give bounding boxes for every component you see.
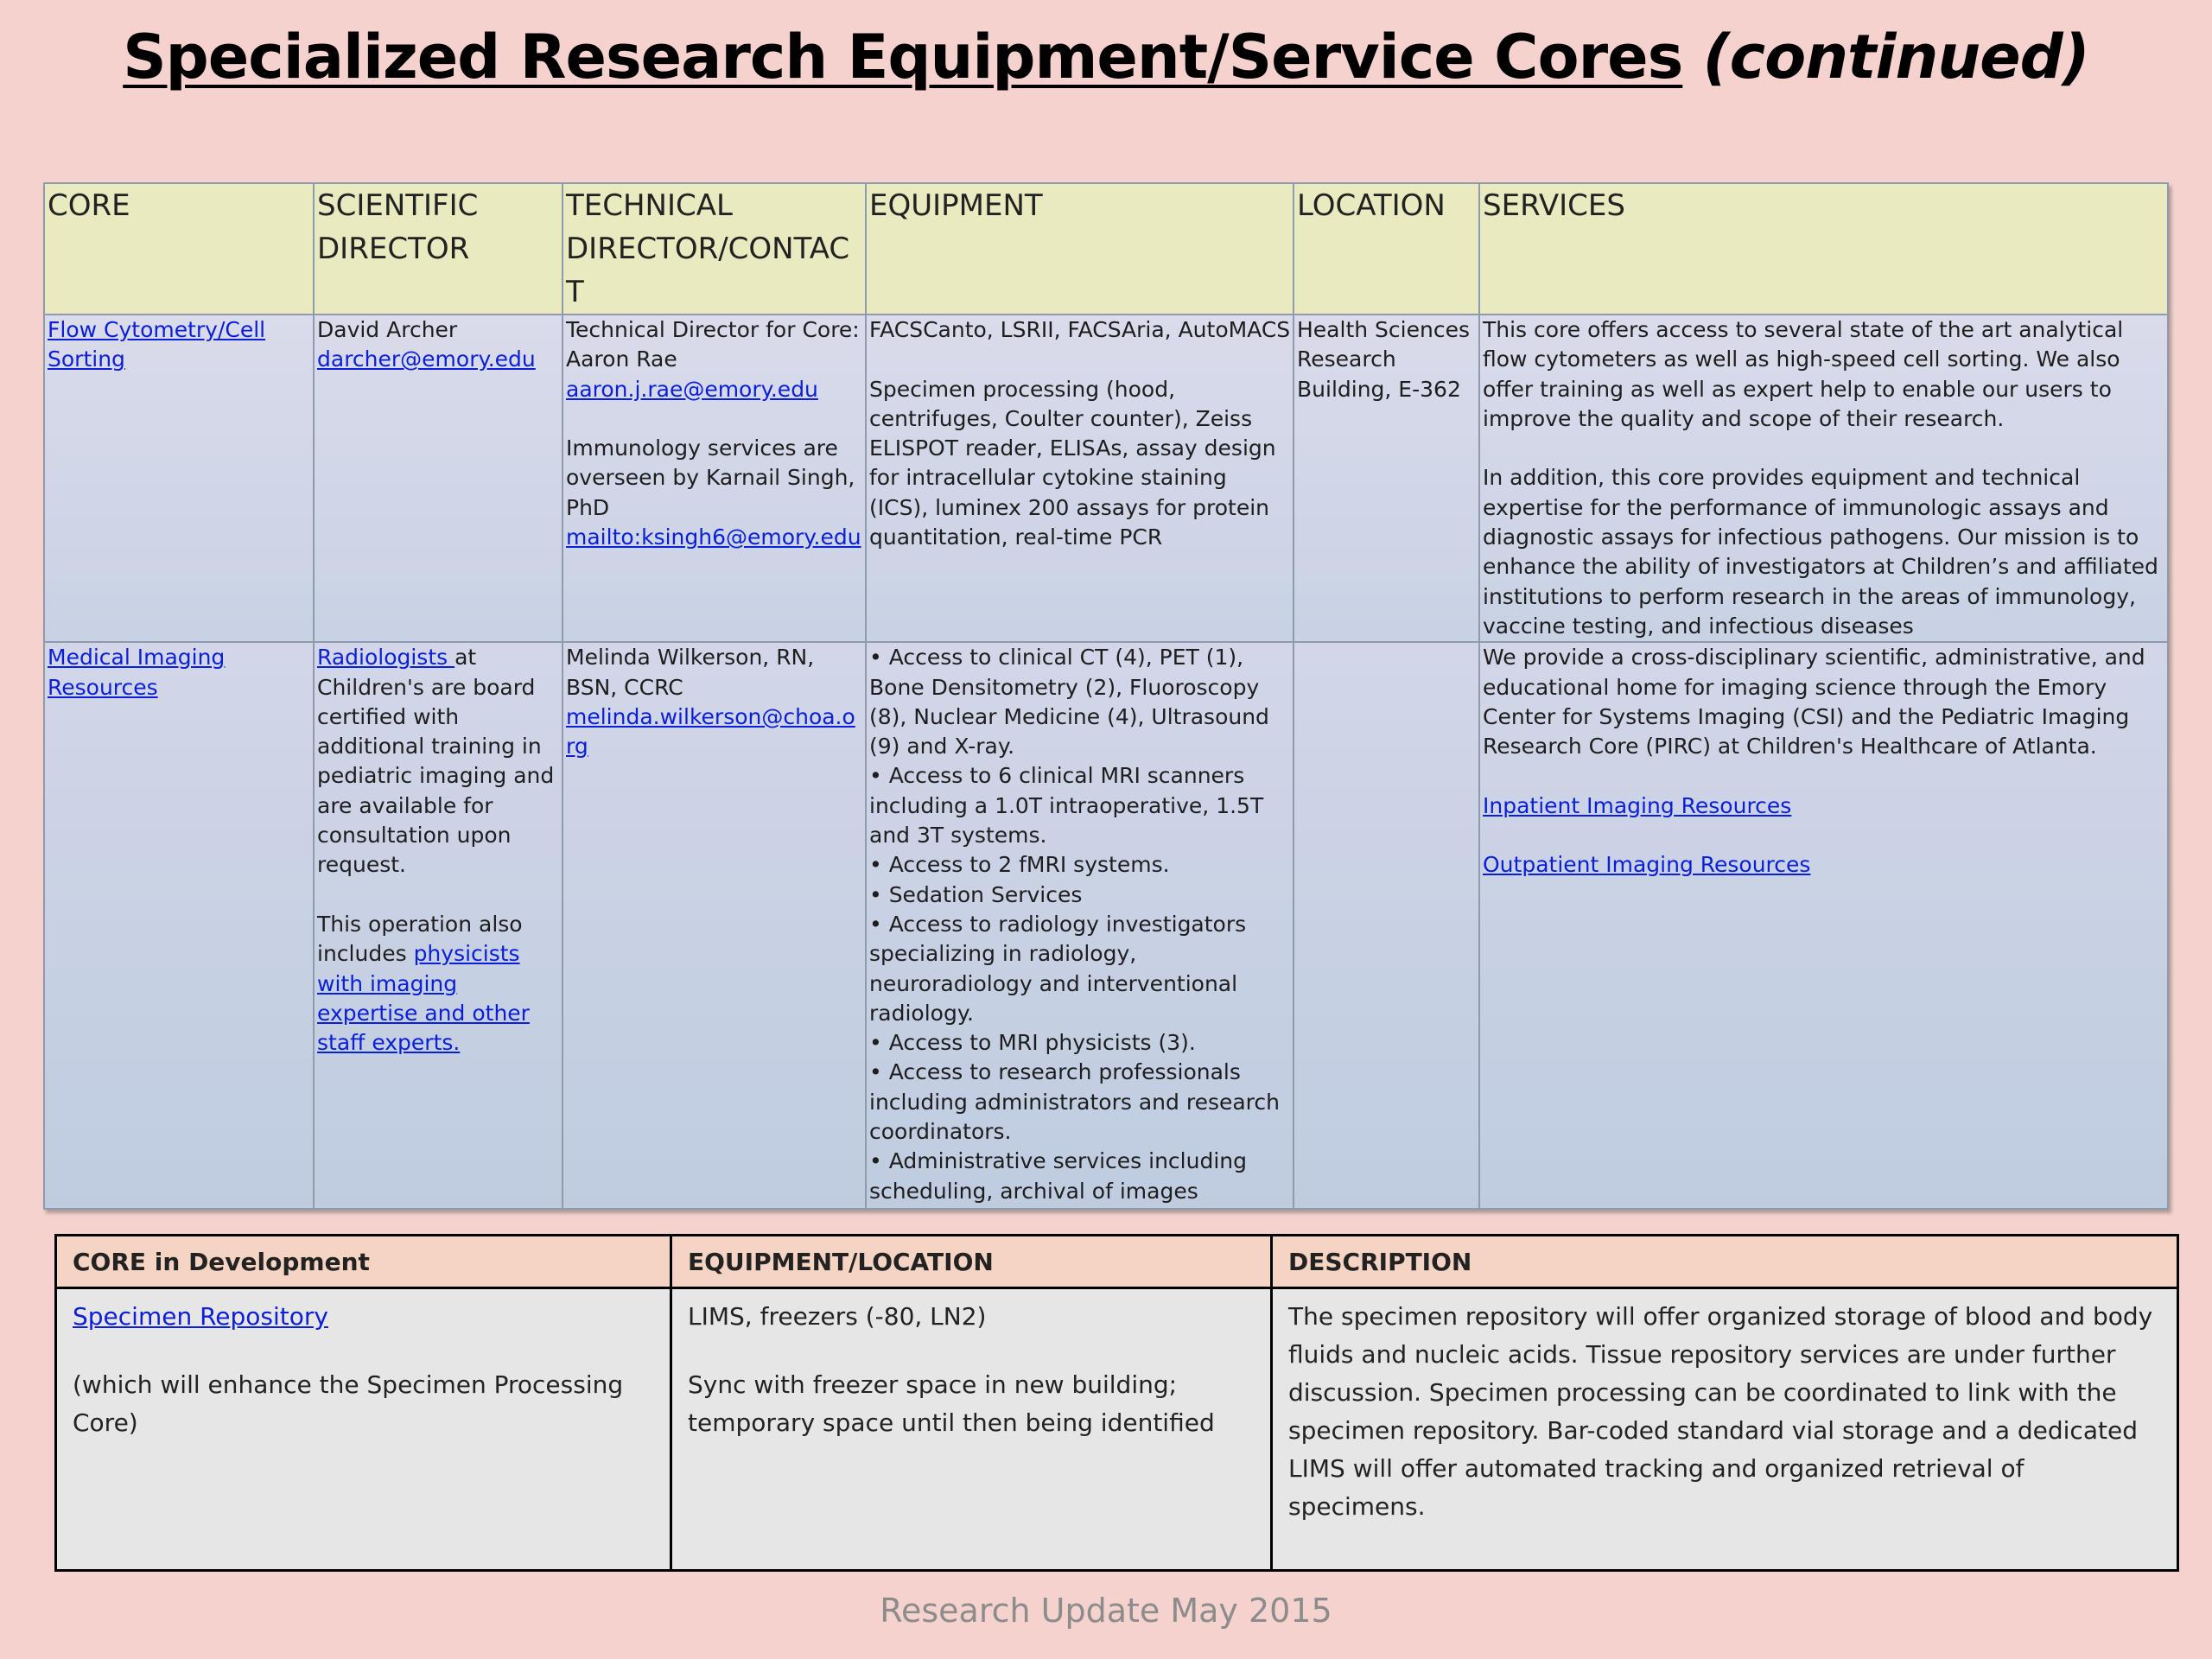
core-cell <box>44 315 314 642</box>
technical-director-email-link[interactable]: melinda.wilkerson@choa.org <box>566 703 855 760</box>
radiologists-text: at Children's are board certified with additional training in pediatric imaging and are available for consultation upon request. <box>317 645 555 878</box>
title-main: Specialized Research Equipment/Service Cores <box>123 22 1683 92</box>
services-cell <box>1479 315 2168 642</box>
services-paragraph: This core offers access to several state of the art analytical flow cytometers as well as high-speed cell sorting. We also offer training as well as expert help to enable our users to improve the quality and scope of their research. <box>1483 317 2124 431</box>
equipment-bullet: • Sedation Services <box>869 881 1083 907</box>
equipment-bullet: • Access to 6 clinical MRI scanners including a 1.0T intraoperative, 1.5T and 3T systems. <box>869 763 1264 849</box>
equipment-bullet: • Access to clinical CT (4), PET (1), Bone Densitometry (2), Fluoroscopy (8), Nuclear Medicine (4), Ultrasound (9) and X-ray. <box>869 645 1269 760</box>
equipment-bullet: • Access to research professionals including administrators and research coordinators. <box>869 1059 1280 1145</box>
equipment-space-note: Sync with freezer space in new building; temporary space until then being identified <box>688 1370 1215 1437</box>
technical-director-cell <box>563 315 866 642</box>
development-table <box>54 1234 2179 1572</box>
header-technical-director: TECHNICAL DIRECTOR/CONTACT <box>563 183 866 315</box>
specimen-repository-link[interactable]: Specimen Repository <box>73 1302 328 1331</box>
page-title <box>0 16 2212 99</box>
radiologists-link[interactable]: Radiologists <box>317 645 455 671</box>
medical-imaging-link[interactable]: Medical Imaging Resources <box>48 645 226 700</box>
equipment-cell <box>866 315 1294 642</box>
equipment-bullet: • Access to radiology investigators specializing in radiology, neuroradiology and interventional radiology. <box>869 911 1247 1026</box>
table-row <box>56 1288 2178 1571</box>
table-row <box>44 315 2168 642</box>
technical-director-name: Aaron Rae <box>566 346 677 372</box>
equipment-freezers: LIMS, freezers (-80, LN2) <box>688 1302 987 1331</box>
flow-cytometry-link[interactable]: Flow Cytometry/Cell Sorting <box>48 317 266 372</box>
header-description: DESCRIPTION <box>1272 1236 2178 1288</box>
services-cell <box>1479 642 2168 1209</box>
development-core-cell <box>56 1288 671 1571</box>
equipment-specimen-processing: Specimen processing (hood, centrifuges, Coulter counter), Zeiss ELISPOT reader, ELISAs, assay design for intracellular cytokine staining (ICS), luminex 200 assays for protein quantitation, real-time PCR <box>869 376 1276 550</box>
header-services: SERVICES <box>1479 183 2168 315</box>
title-suffix: (continued) <box>1702 22 2089 92</box>
equipment-list: FACSCanto, LSRII, FACSAria, AutoMACS <box>869 317 1291 342</box>
equipment-bullet: • Access to MRI physicists (3). <box>869 1030 1196 1056</box>
immunology-contact-link[interactable]: mailto:ksingh6@emory.edu <box>566 524 861 550</box>
physicists-link[interactable]: physicists with imaging expertise and other staff experts. <box>317 941 530 1056</box>
header-core: CORE <box>44 183 314 315</box>
director-name: David Archer <box>317 317 458 342</box>
development-header-row <box>56 1236 2178 1288</box>
cores-table <box>43 182 2169 1210</box>
location-cell: Health Sciences Research Building, E-362 <box>1294 315 1479 642</box>
scientific-director-cell <box>314 642 563 1209</box>
table-row <box>44 642 2168 1209</box>
inpatient-imaging-link[interactable]: Inpatient Imaging Resources <box>1483 792 1792 818</box>
services-paragraph: We provide a cross-disciplinary scientific, administrative, and educational home for imaging science through the Emory Center for Systems Imaging (CSI) and the Pediatric Imaging Research Core (PIRC) at Children's Healthcare of Atlanta. <box>1483 645 2145 760</box>
technical-director-email-link[interactable]: aaron.j.rae@emory.edu <box>566 376 818 402</box>
header-location: LOCATION <box>1294 183 1479 315</box>
header-scientific-director: SCIENTIFIC DIRECTOR <box>314 183 563 315</box>
header-equipment: EQUIPMENT <box>866 183 1294 315</box>
header-core-in-development: CORE in Development <box>56 1236 671 1288</box>
development-description-cell: The specimen repository will offer organized storage of blood and body fluids and nucleic acids. Tissue repository services are under further discussion. Specimen processing can be coordinated to link with the specimen repository. Bar-coded standard vial storage and a dedicated LIMS will offer automated tracking and organized retrieval of specimens. <box>1272 1288 2178 1571</box>
location-cell <box>1294 642 1479 1209</box>
scientific-director-cell <box>314 315 563 642</box>
operation-text: This operation also includes <box>317 911 523 967</box>
cores-header-row <box>44 183 2168 315</box>
technical-director-role: Technical Director for Core: <box>566 317 860 342</box>
footer-text: Research Update May 2015 <box>880 1592 1332 1630</box>
director-email-link[interactable]: darcher@emory.edu <box>317 346 536 372</box>
equipment-cell <box>866 642 1294 1209</box>
outpatient-imaging-link[interactable]: Outpatient Imaging Resources <box>1483 852 1811 878</box>
core-cell <box>44 642 314 1209</box>
immunology-note: Immunology services are overseen by Karnail Singh, PhD <box>566 435 855 520</box>
equipment-bullet: • Access to 2 fMRI systems. <box>869 852 1170 878</box>
equipment-bullet: • Administrative services including scheduling, archival of images <box>869 1148 1247 1204</box>
header-equipment-location: EQUIPMENT/LOCATION <box>671 1236 1272 1288</box>
technical-director-name: Melinda Wilkerson, RN, BSN, CCRC <box>566 645 815 700</box>
services-paragraph: In addition, this core provides equipment and technical expertise for the performance of immunologic assays and diagnostic assays for infectious pathogens. Our mission is to enhance the ability of investigators at Children’s and affiliated institutions to perform research in the areas of immunology, vaccine testing, and infectious diseases <box>1483 465 2158 639</box>
technical-director-cell <box>563 642 866 1209</box>
specimen-repository-note: (which will enhance the Specimen Processing Core) <box>73 1370 624 1437</box>
development-equipment-cell <box>671 1288 1272 1571</box>
